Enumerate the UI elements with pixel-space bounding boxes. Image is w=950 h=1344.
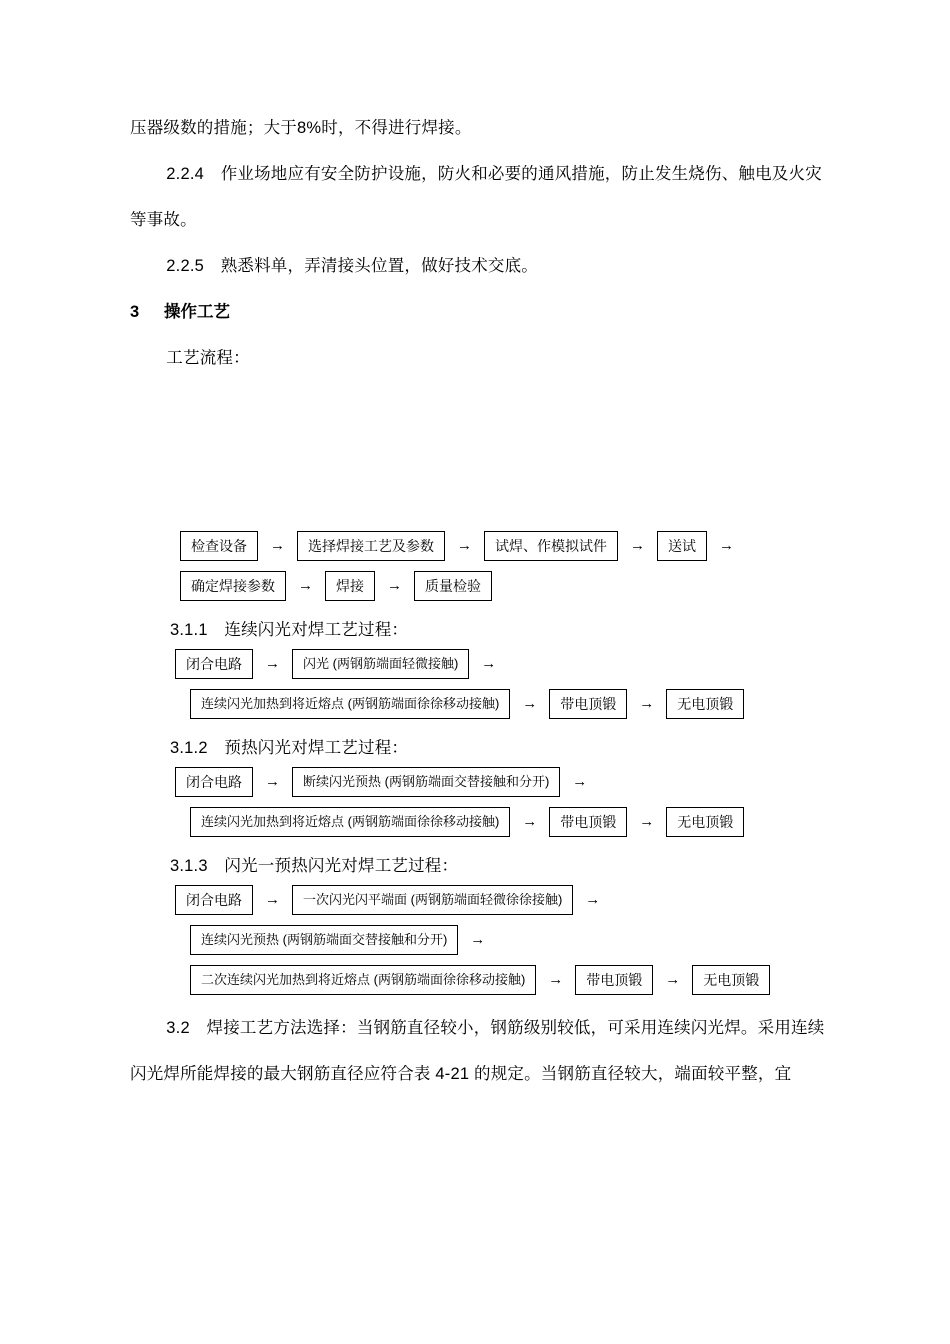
section-label-3-1-3: 3.1.3 闪光一预热闪光对焊工艺过程： <box>170 857 459 875</box>
arrow-icon: → <box>265 891 280 908</box>
flow-box: 试焊、作模拟试件 <box>484 531 618 561</box>
paragraph-3-2: 3.2 焊接工艺方法选择：当钢筋直径较小，钢筋级别较低，可采用连续闪光焊。采用连续闪光焊所能焊接的最大钢筋直径应符合表 4-21 的规定。当钢筋直径较大，端面较平整，宜 <box>130 1019 825 1083</box>
flow-box: 断续闪光预热 (两钢筋端面交替接触和分开) <box>292 767 560 797</box>
flow-box: 闭合电路 <box>175 649 253 679</box>
flow-box: 选择焊接工艺及参数 <box>297 531 445 561</box>
arrow-icon: → <box>298 577 313 594</box>
flow-box: 带电顶锻 <box>549 807 627 837</box>
section-3-1-3-row-3 <box>130 965 830 995</box>
section-label-3-1-2: 3.1.2 预热闪光对焊工艺过程： <box>170 739 409 757</box>
section-3-1-1-row-1 <box>130 649 830 679</box>
arrow-icon: → <box>572 773 588 790</box>
flow-box: 送试 <box>657 531 707 561</box>
flow-box: 确定焊接参数 <box>180 571 286 601</box>
arrow-icon: → <box>639 813 655 830</box>
arrow-icon: → <box>665 971 681 988</box>
flow-box: 焊接 <box>325 571 375 601</box>
flow-box: 连续闪光加热到将近熔点 (两钢筋端面徐徐移动接触) <box>190 689 510 719</box>
flow-box: 闭合电路 <box>175 767 253 797</box>
flow-box: 带电顶锻 <box>549 689 627 719</box>
arrow-icon: → <box>265 773 280 790</box>
main-flow-row-2 <box>130 571 830 601</box>
arrow-icon: → <box>719 537 734 554</box>
arrow-icon: → <box>387 577 402 594</box>
flow-box: 质量检验 <box>414 571 492 601</box>
section-3-1-2-row-2 <box>130 807 830 837</box>
flow-box: 连续闪光预热 (两钢筋端面交替接触和分开) <box>190 925 458 955</box>
flow-box: 检查设备 <box>180 531 258 561</box>
flow-box: 闭合电路 <box>175 885 253 915</box>
arrow-icon: → <box>548 971 564 988</box>
flow-box: 无电顶锻 <box>692 965 770 995</box>
flow-box: 连续闪光加热到将近熔点 (两钢筋端面徐徐移动接触) <box>190 807 510 837</box>
arrow-icon: → <box>522 813 538 830</box>
arrow-icon: → <box>457 537 472 554</box>
vertical-spacer <box>130 381 830 531</box>
section-3-1-2-row-1 <box>130 767 830 797</box>
flow-box: 闪光 (两钢筋端面轻微接触) <box>292 649 469 679</box>
arrow-icon: → <box>481 655 497 672</box>
flow-box: 二次连续闪光加热到将近熔点 (两钢筋端面徐徐移动接触) <box>190 965 536 995</box>
arrow-icon: → <box>270 537 285 554</box>
paragraph-continuation: 压器级数的措施；大于8%时，不得进行焊接。 <box>130 119 472 137</box>
paragraph-2-2-5: 2.2.5 熟悉料单，弄清接头位置，做好技术交底。 <box>166 257 538 275</box>
flow-box: 带电顶锻 <box>575 965 653 995</box>
arrow-icon: → <box>470 931 486 948</box>
section-3-1-3-row-2 <box>130 925 830 955</box>
process-flow-label: 工艺流程： <box>166 349 250 367</box>
heading-3-text: 操作工艺 <box>164 303 230 321</box>
paragraph-2-2-4: 2.2.4 作业场地应有安全防护设施，防火和必要的通风措施，防止发生烧伤、触电及火灾等事故。 <box>130 165 822 229</box>
section-3-1-1-row-2 <box>130 689 830 719</box>
arrow-icon: → <box>522 695 538 712</box>
main-flow-row-1 <box>130 531 830 561</box>
heading-3-number: 3 <box>130 303 140 321</box>
flow-box: 一次闪光闪平端面 (两钢筋端面轻微徐徐接触) <box>292 885 573 915</box>
arrow-icon: → <box>639 695 655 712</box>
section-3-1-3-row-1 <box>130 885 830 915</box>
section-label-3-1-1: 3.1.1 连续闪光对焊工艺过程： <box>170 621 409 639</box>
arrow-icon: → <box>585 891 601 908</box>
heading-3 <box>130 289 830 335</box>
arrow-icon: → <box>630 537 645 554</box>
arrow-icon: → <box>265 655 280 672</box>
flow-box: 无电顶锻 <box>666 807 744 837</box>
flow-box: 无电顶锻 <box>666 689 744 719</box>
